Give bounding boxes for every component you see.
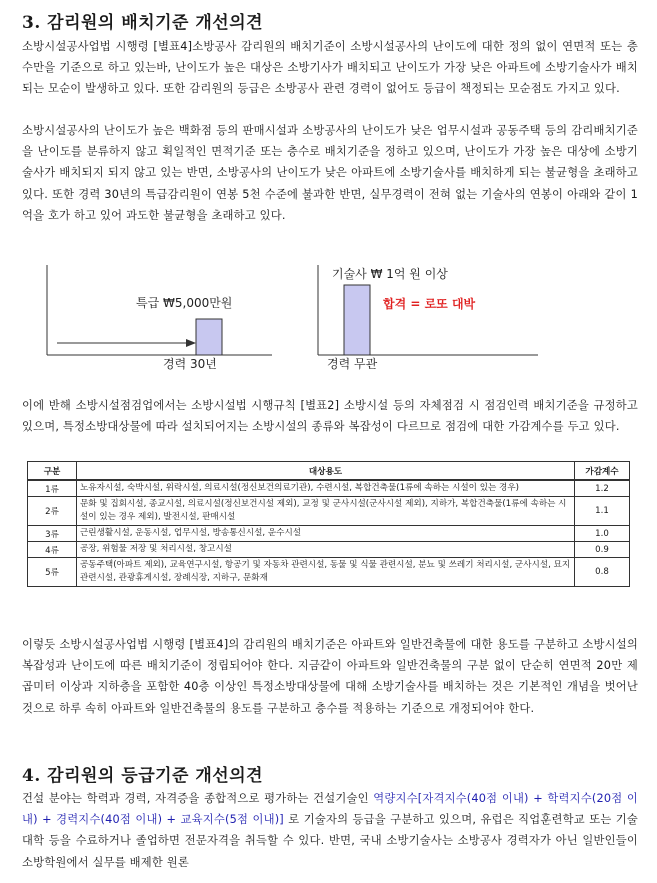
- adjustment-factor-table: [27, 461, 630, 587]
- table-row: [28, 497, 630, 526]
- left-axis-label: 경력 30년: [163, 357, 217, 371]
- section4-heading: 4. 감리원의 등급기준 개선의견: [22, 766, 264, 786]
- right-axis-label: 경력 무관: [327, 357, 378, 371]
- cell-factor: 1.2: [575, 480, 630, 497]
- table-row: [28, 558, 630, 587]
- salary-comparison-diagram: [0, 255, 657, 375]
- right-arrow-icon: [186, 339, 196, 347]
- lottery-note: 합격 = 로또 대박: [383, 297, 476, 311]
- right-label: 기술사 ₩ 1억 원 이상: [332, 267, 448, 281]
- section3-paragraph-1: 소방시설공사업법 시행령 [별표4]소방공사 감리원의 배치기준이 소방시설공사의 난이도에 대한 정의 없이 연면적 또는 층수만을 기준으로 하고 있는바, 난이도가 높은 대상은 소방기사가 배치되고 난이도가 가장 낮은 아파트에 소방기술사가 배치되는 모순이 발생하고 있다. 또한 감리원의 등급은 소방공사 관련 경력이 없어도 등급이 책정되는 모순점도 가지고 있다.: [22, 40, 638, 96]
- section4-paragraph: [22, 788, 638, 873]
- section3-paragraph-2: 소방시설공사의 난이도가 높은 백화점 등의 판매시설과 소방공사의 난이도가 낮은 업무시설과 공동주택 등의 감리배치기준을 난이도를 분류하지 않고 획일적인 면적기준 또는 층수로 배치기준을 정하고 있으며, 난이도가 가장 높은 대상에 소방기술사가 배치되지 되지 않고 있는 반면, 소방공사의 난이도가 낮은 아파트에 소방기술사를 배치하게 되는 불균형을 초래하고 있다. 또한 경력 30년의 특급감리원이 연봉 5천 수준에 불과한 반면, 실무경력이 전혀 없는 기술사의 연봉이 아래와 같이 1억을 호가 하고 있어 과도한 불균형을 초래하고 있다.: [22, 124, 638, 222]
- cell-use: 노유자시설, 숙박시설, 위락시설, 의료시설(정신보건의료기관), 수련시설, 복합건축물(1류에 속하는 시설이 있는 경우): [77, 480, 575, 497]
- header-factor: 가감계수: [575, 462, 630, 481]
- cell-use: 공동주택(아파트 제외), 교육연구시설, 항공기 및 자동차 관련시설, 동물 및 식물 관련시설, 분뇨 및 쓰레기 처리시설, 군사시설, 묘지 관련시설, 관광휴게시설, 장례식장, 지하구, 문화재: [77, 558, 575, 587]
- cell-factor: 1.0: [575, 526, 630, 542]
- bar-special-grade: [196, 319, 222, 355]
- paragraph-4: 이렇듯 소방시설공사업법 시행령 [별표4]의 감리원의 배치기준은 아파트와 일반건축물에 대한 용도를 구분하고 소방시설의 복잡성과 난이도에 따른 배치기준이 정립되어야 한다. 지금같이 아파트와 일반건축물의 구분 없이 단순히 연면적 20만 제곱미터 이상과 지하층을 포함한 40층 이상인 특정소방대상물에 대해 소방기술사를 배치하는 것은 기본적인 개념을 벗어난 것으로 하루 속히 아파트와 일반건축물의 용도를 구분하고 층수를 적용하는 기준으로 개정되어야 한다.: [22, 638, 638, 715]
- table-row: [28, 480, 630, 497]
- section4-text-b: 로 기술자의 등급을 구분하고 있으며, 유럽은 직업훈련학교 또는 기술대학 등을 수료하거나 졸업하면 전문자격을 취득할 수 있다. 반면, 국내 소방기술사는 소방공사 경력자가 아닌 일반인들이 소방학원에서 실무를 배제한 원론: [22, 813, 638, 869]
- left-label: 특급 ₩5,000만원: [136, 296, 233, 310]
- cell-grade: 5류: [28, 558, 77, 587]
- competency-index-formula: 역량지수[자격지수(40점 이내) + 학력지수(20점 이내) + 경력지수(40점 이내) + 교육지수(5점 이내)]: [22, 792, 639, 827]
- cell-grade: 4류: [28, 542, 77, 558]
- cell-factor: 0.9: [575, 542, 630, 558]
- cell-grade: 2류: [28, 497, 77, 526]
- cell-use: 근린생활시설, 운동시설, 업무시설, 방송통신시설, 운수시설: [77, 526, 575, 542]
- bar-professional-engineer: [344, 285, 370, 355]
- cell-grade: 3류: [28, 526, 77, 542]
- table-header-row: [28, 462, 630, 481]
- header-grade: 구분: [28, 462, 77, 481]
- table-row: [28, 526, 630, 542]
- paragraph-3: 이에 반해 소방시설점검업에서는 소방시설법 시행규칙 [별표2] 소방시설 등의 자체점검 시 점검인력 배치기준을 규정하고 있으며, 특정소방대상물에 따라 설치되어지는 소방시설의 종류와 복잡성이 다르므로 점검에 대한 가감계수를 두고 있다.: [22, 399, 638, 434]
- cell-use: 공장, 위험물 저장 및 처리시설, 창고시설: [77, 542, 575, 558]
- section3-heading: 3. 감리원의 배치기준 개선의견: [22, 13, 264, 33]
- section4-text-a: 건설 분야는 학력과 경력, 자격증을 종합적으로 평가하는 건설기술인: [22, 792, 374, 805]
- cell-use: 문화 및 집회시설, 종교시설, 의료시설(정신보건시설 제외), 교정 및 군사시설(군사시설 제외), 지하가, 복합건축물(1류에 속하는 시설이 있는 경우 제외), 발전시설, 판매시설: [77, 497, 575, 526]
- cell-factor: 1.1: [575, 497, 630, 526]
- table-row: [28, 542, 630, 558]
- cell-factor: 0.8: [575, 558, 630, 587]
- cell-grade: 1류: [28, 480, 77, 497]
- header-use: 대상용도: [77, 462, 575, 481]
